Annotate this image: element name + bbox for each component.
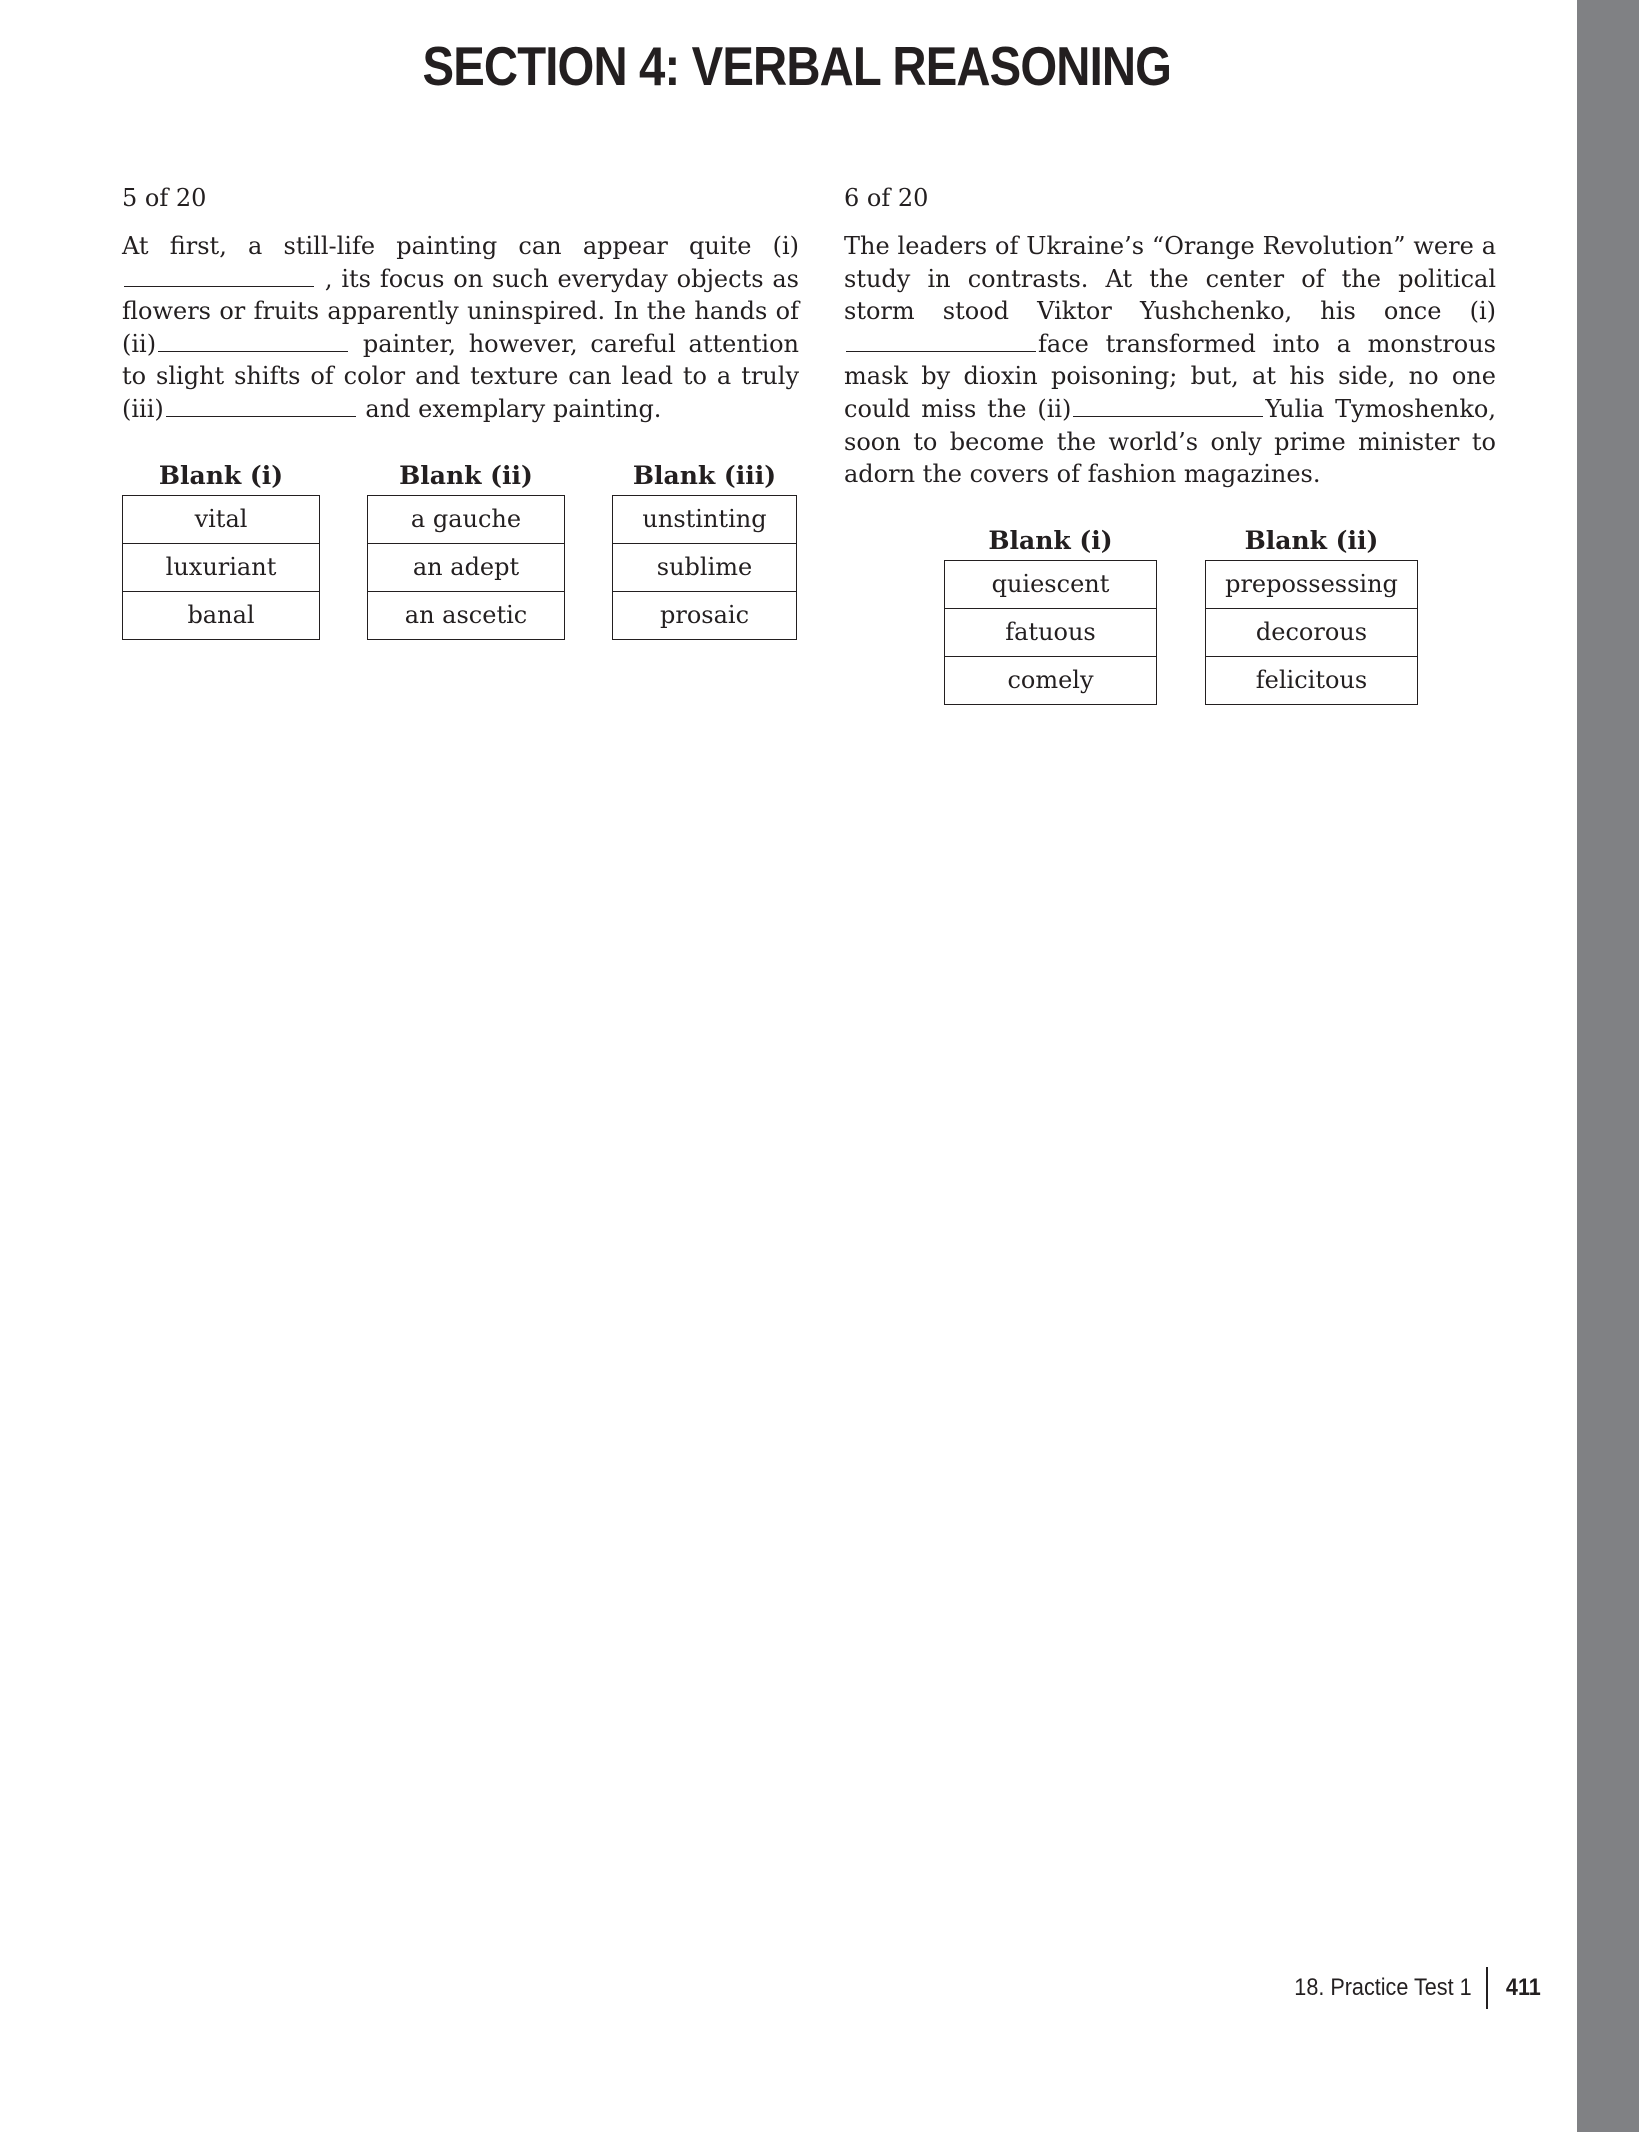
choice-option[interactable]: quiescent <box>945 561 1156 609</box>
column-header: Blank (i) <box>158 461 284 490</box>
column-header: Blank (ii) <box>399 461 533 490</box>
passage-text: , its focus on such everyday objects as flowers or fruits apparently uninspired. In the hands of (ii) <box>122 264 799 358</box>
choice-option[interactable]: fatuous <box>945 609 1156 657</box>
passage-text: painter, however, careful attention to slight shifts of color and texture can lead to a truly (iii) <box>122 329 799 423</box>
blank-line <box>1073 394 1263 417</box>
question-passage <box>844 230 1496 491</box>
choice-option[interactable]: prosaic <box>659 601 750 629</box>
page-footer <box>1273 1968 1543 2008</box>
question-passage <box>122 230 799 426</box>
choice-option[interactable]: comely <box>1007 666 1094 694</box>
choice-box <box>1205 560 1418 705</box>
q6-blank-ii-column <box>1205 522 1418 705</box>
passage-text: At first, a still-life painting can appear quite (i) <box>122 232 799 260</box>
passage-text: Yulia Tymoshenko, soon to become the world’s only prime minister to adorn the covers of fashion magazines. <box>844 394 1496 489</box>
question-number: 6 of 20 <box>844 184 929 212</box>
choice-box <box>944 560 1157 705</box>
choice-option[interactable]: prepossessing <box>1206 561 1417 609</box>
choice-option[interactable]: a gauche <box>368 496 564 544</box>
question-5 <box>122 180 799 426</box>
page-number: 411 <box>1506 1974 1542 2001</box>
choice-box <box>612 495 797 640</box>
column-header: Blank (ii) <box>1244 526 1379 555</box>
choice-option[interactable]: decorous <box>1206 609 1417 657</box>
choice-box <box>367 495 565 640</box>
choice-option[interactable]: banal <box>187 601 255 629</box>
column-header: Blank (iii) <box>632 461 777 490</box>
passage-text: and exemplary painting. <box>357 394 662 423</box>
side-bar <box>1577 0 1639 2132</box>
blank-line <box>166 394 356 417</box>
choice-option[interactable]: luxuriant <box>123 544 319 592</box>
choice-option[interactable]: felicitous <box>1255 666 1368 694</box>
choice-option[interactable]: vital <box>123 496 319 544</box>
choice-option[interactable]: an adept <box>368 544 564 592</box>
question-6 <box>844 180 1496 491</box>
choice-option[interactable]: sublime <box>613 544 796 592</box>
choice-option[interactable]: unstinting <box>613 496 796 544</box>
blank-line <box>124 264 314 287</box>
question-number: 5 of 20 <box>122 184 207 212</box>
q5-blank-ii-column <box>367 457 565 640</box>
footer-divider <box>1486 1967 1488 2009</box>
blank-line <box>846 329 1036 352</box>
choice-option[interactable]: an ascetic <box>404 601 528 629</box>
chapter-label: 18. Practice Test 1 <box>1294 1974 1472 2001</box>
passage-text: The leaders of Ukraine’s “Orange Revolution” were a study in contrasts. At the center of the political storm stood Viktor Yushchenko, his once (i) <box>844 232 1496 326</box>
choice-box <box>122 495 320 640</box>
page-title: SECTION 4: VERBAL REASONING <box>422 35 1172 97</box>
q5-blank-iii-column <box>612 457 797 640</box>
passage-text: face transformed into a monstrous mask by dioxin poisoning; but, at his side, no one could miss the (ii) <box>844 329 1496 423</box>
q5-blank-i-column <box>122 457 320 640</box>
blank-line <box>158 329 348 352</box>
q6-blank-i-column <box>944 522 1157 705</box>
column-header: Blank (i) <box>988 526 1113 555</box>
